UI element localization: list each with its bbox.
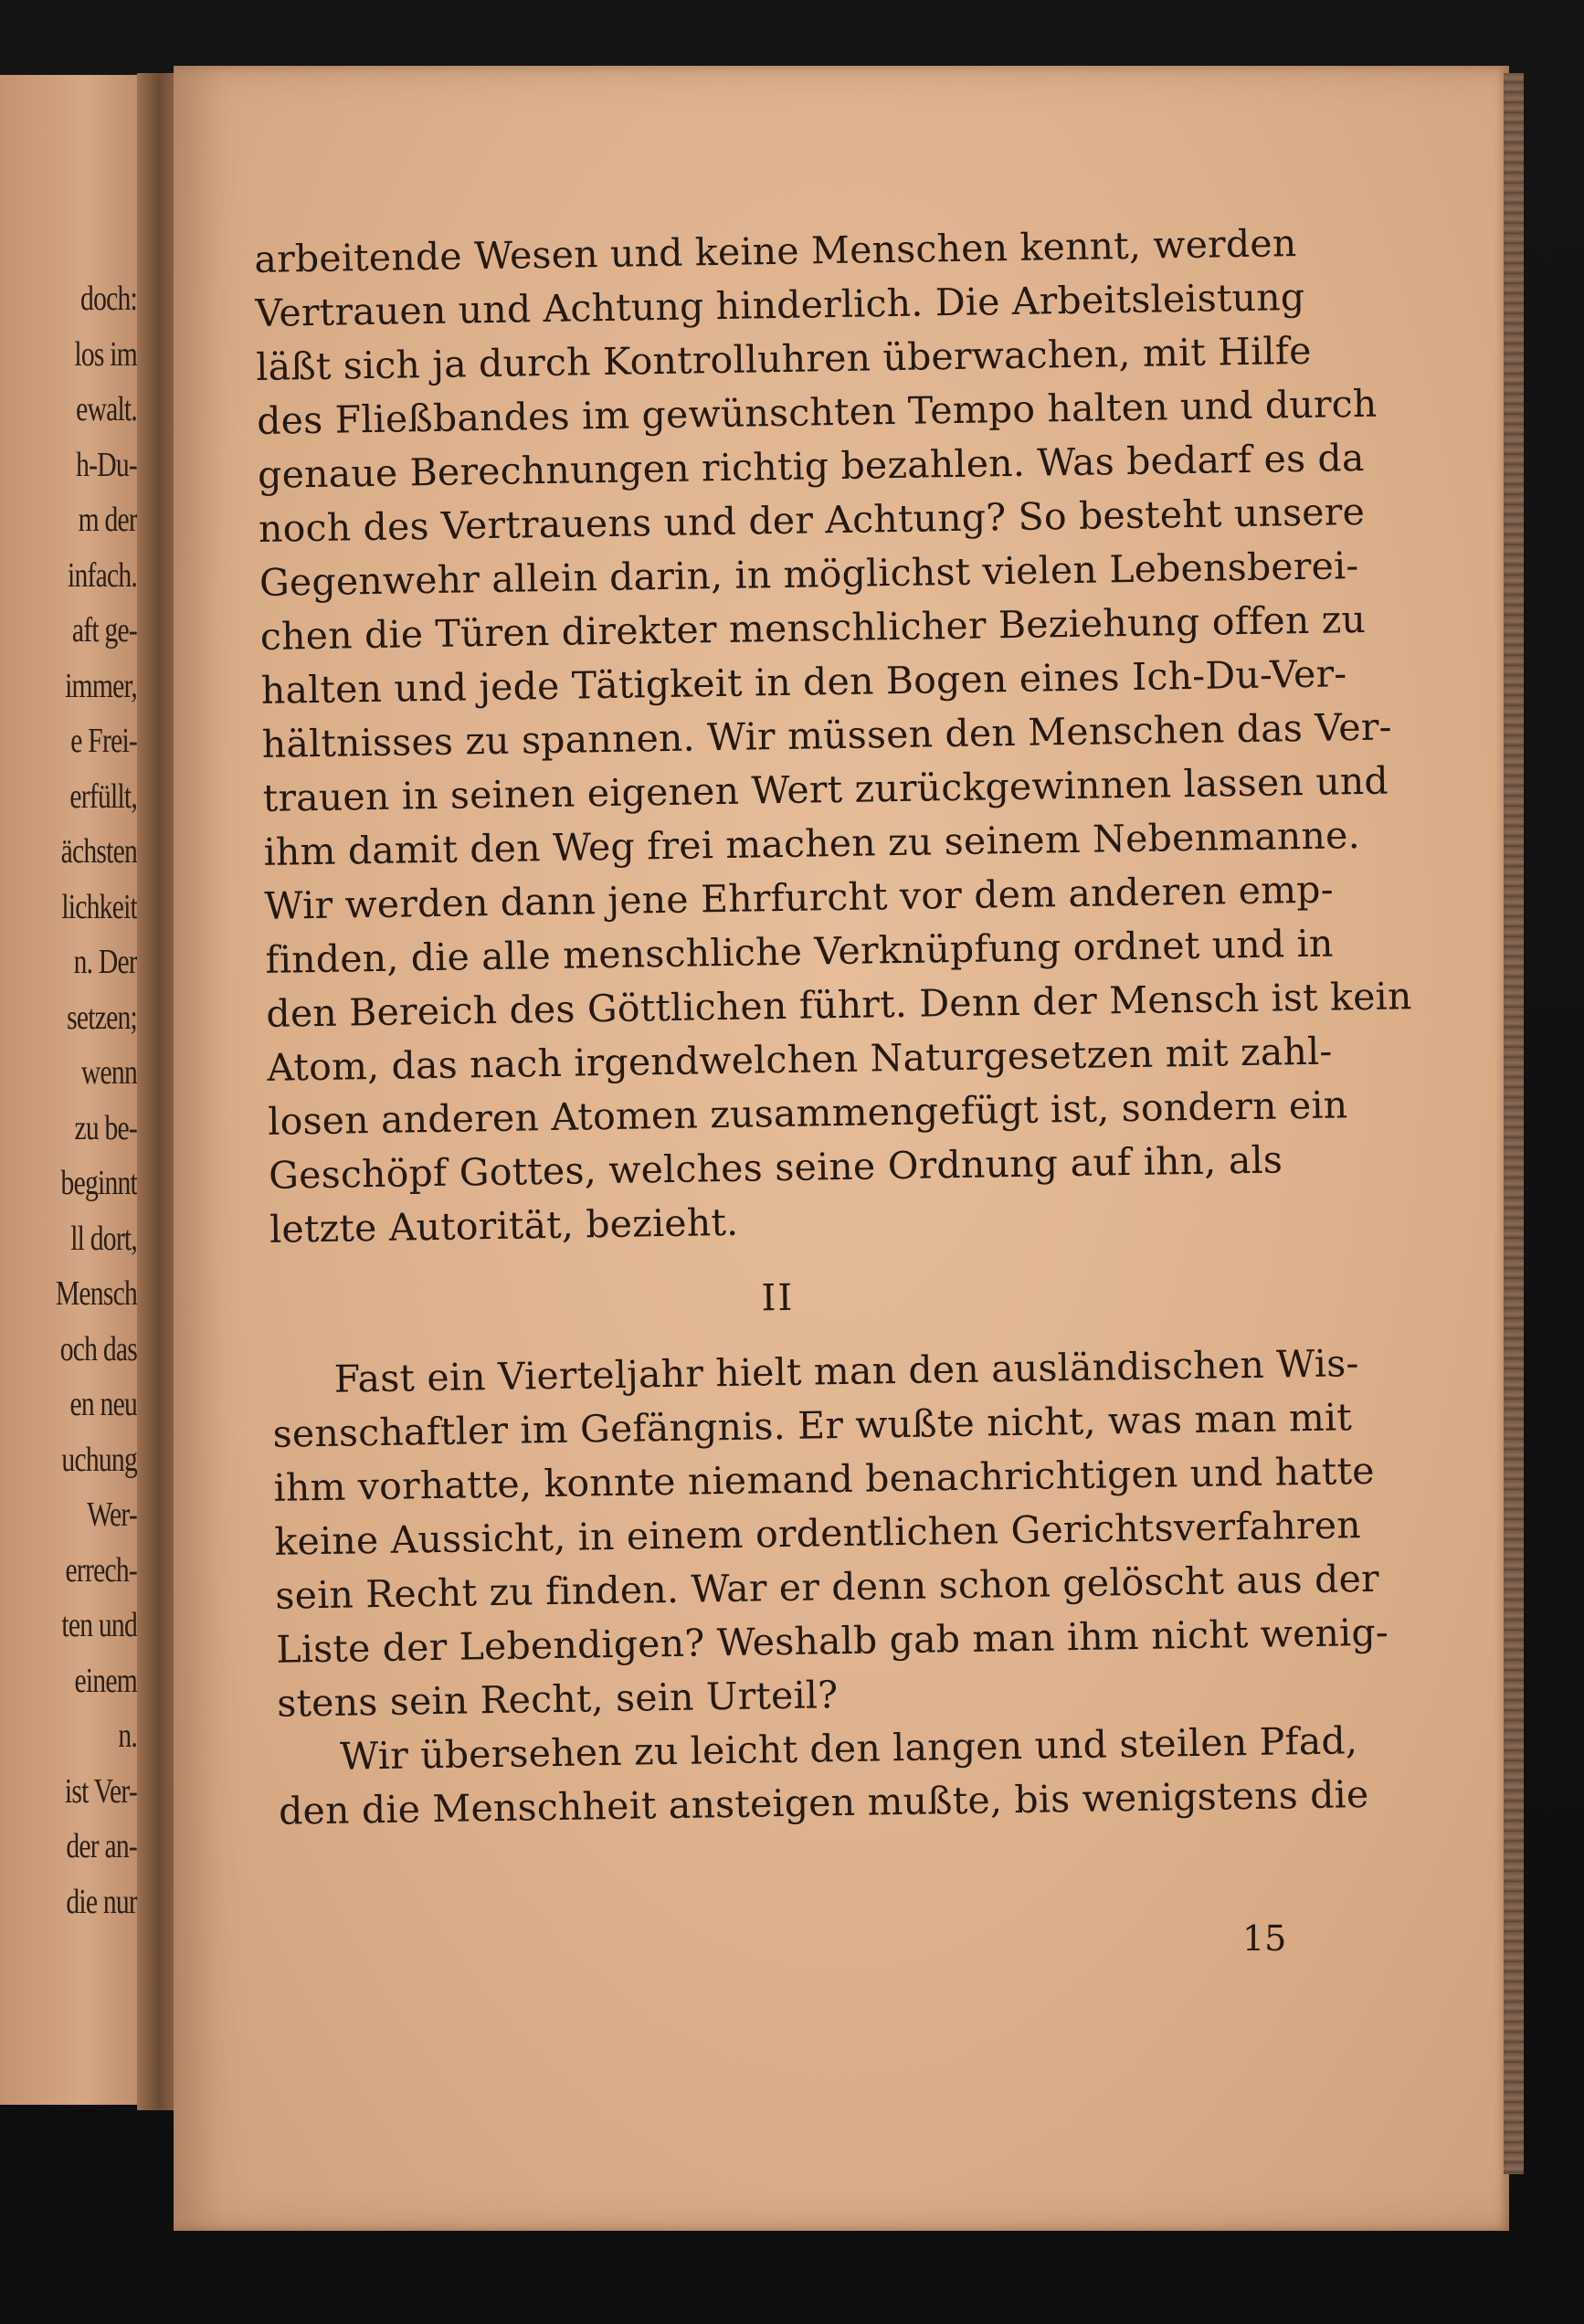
previous-page-line: die nur bbox=[66, 1882, 137, 1921]
page-text-block bbox=[254, 217, 1412, 1839]
previous-page-line: en neu bbox=[69, 1385, 137, 1423]
previous-page-line: ewalt. bbox=[76, 390, 137, 428]
text-line: trauen in seinen eigenen Wert zurückgewinnen lassen und bbox=[262, 758, 1389, 820]
text-line: finden, die alle menschliche Verknüpfung ordnet und in bbox=[265, 921, 1334, 982]
text-line: Gegenwehr allein darin, in möglichst vielen Lebensberei- bbox=[259, 544, 1359, 605]
paragraph-1 bbox=[254, 217, 1412, 1257]
previous-page-line: lichkeit bbox=[61, 887, 137, 926]
text-line: keine Aussicht, in einem ordentlichen Gerichtsverfahren bbox=[274, 1503, 1362, 1564]
previous-page-line: Mensch bbox=[55, 1274, 137, 1313]
previous-page-line: doch: bbox=[80, 280, 137, 318]
previous-page-line: infach. bbox=[67, 555, 137, 595]
previous-page-line: n. bbox=[118, 1717, 137, 1755]
text-line: des Fließbandes im gewünschten Tempo halten und durch bbox=[256, 381, 1378, 443]
previous-page bbox=[0, 75, 153, 2105]
previous-page-line: h-Du- bbox=[76, 445, 137, 484]
text-line: chen die Türen direkter menschlicher Beziehung offen zu bbox=[259, 597, 1367, 659]
text-line: Fast ein Vierteljahr hielt man den ausländischen Wis- bbox=[333, 1341, 1359, 1401]
text-line: arbeitende Wesen und keine Menschen kennt, werden bbox=[254, 221, 1297, 281]
previous-page-line: ll dort, bbox=[70, 1219, 137, 1258]
previous-page-text bbox=[30, 271, 137, 1929]
previous-page-line: der an- bbox=[66, 1827, 137, 1865]
page-edges bbox=[1504, 73, 1524, 2174]
previous-page-line: Wer- bbox=[87, 1495, 137, 1534]
previous-page-line: erfüllt, bbox=[69, 776, 137, 816]
previous-page-line: aft ge- bbox=[71, 611, 137, 650]
text-line: ihm vorhatte, konnte niemand benachrichtigen und hatte bbox=[273, 1448, 1376, 1510]
text-line: Geschöpf Gottes, welches seine Ordnung auf ihn, als bbox=[268, 1137, 1283, 1198]
previous-page-line: ächsten bbox=[60, 832, 137, 871]
previous-page-line: e Frei- bbox=[70, 722, 137, 760]
text-line: letzte Autorität, bezieht. bbox=[269, 1199, 739, 1252]
text-line: Vertrauen und Achtung hinderlich. Die Arbeitsleistung bbox=[255, 274, 1305, 335]
text-line: Wir übersehen zu leicht den langen und steilen Pfad, bbox=[339, 1718, 1358, 1779]
previous-page-line: wenn bbox=[80, 1053, 137, 1092]
text-line: hältnisses zu spannen. Wir müssen den Menschen das Ver- bbox=[261, 704, 1392, 766]
section-heading: II bbox=[761, 1276, 795, 1320]
previous-page-line: los im bbox=[74, 334, 137, 374]
text-line: ihm damit den Weg frei machen zu seinem Nebenmanne. bbox=[263, 813, 1361, 874]
paragraph-3 bbox=[278, 1715, 1369, 1838]
text-line: halten und jede Tätigkeit in den Bogen eines Ich-Du-Ver- bbox=[260, 651, 1347, 713]
text-line: sein Recht zu finden. War er denn schon gelöscht aus der bbox=[275, 1556, 1380, 1618]
text-line: Wir werden dann jene Ehrfurcht vor dem anderen emp- bbox=[264, 867, 1335, 928]
page-number: 15 bbox=[1242, 1918, 1287, 1959]
previous-page-line: zu be- bbox=[74, 1108, 137, 1147]
previous-page-line: ist Ver- bbox=[64, 1771, 137, 1811]
text-line: genaue Berechnungen richtig bezahlen. Was bedarf es da bbox=[257, 435, 1365, 497]
previous-page-line: beginnt bbox=[60, 1164, 137, 1202]
text-line: den Bereich des Göttlichen führt. Denn der Mensch ist kein bbox=[266, 974, 1412, 1036]
text-line: läßt sich ja durch Kontrolluhren überwachen, mit Hilfe bbox=[255, 328, 1312, 389]
previous-page-line: m der bbox=[78, 501, 137, 539]
previous-page-line: och das bbox=[59, 1329, 137, 1368]
previous-page-line: n. Der bbox=[73, 943, 137, 981]
text-line: senschaftler im Gefängnis. Er wußte nicht, was man mit bbox=[272, 1395, 1353, 1456]
previous-page-line: einem bbox=[74, 1661, 137, 1700]
text-line: noch des Vertrauens und der Achtung? So besteht unsere bbox=[258, 489, 1366, 551]
previous-page-line: immer, bbox=[65, 666, 137, 705]
previous-page-line: ten und bbox=[61, 1606, 137, 1644]
text-line: den die Menschheit ansteigen mußte, bis wenigstens die bbox=[278, 1772, 1369, 1833]
text-line: losen anderen Atomen zusammengefügt ist, sondern ein bbox=[267, 1083, 1348, 1144]
paragraph-2 bbox=[271, 1337, 1389, 1730]
previous-page-line: uchung bbox=[61, 1440, 137, 1479]
previous-page-line: setzen; bbox=[67, 998, 137, 1037]
previous-page-line: errech- bbox=[65, 1550, 137, 1590]
text-line: Atom, das nach irgendwelchen Naturgesetzen mit zahl- bbox=[266, 1029, 1333, 1090]
text-line: stens sein Recht, sein Urteil? bbox=[276, 1673, 839, 1726]
text-line: Liste der Lebendigen? Weshalb gab man ihm nicht wenig- bbox=[275, 1610, 1389, 1672]
